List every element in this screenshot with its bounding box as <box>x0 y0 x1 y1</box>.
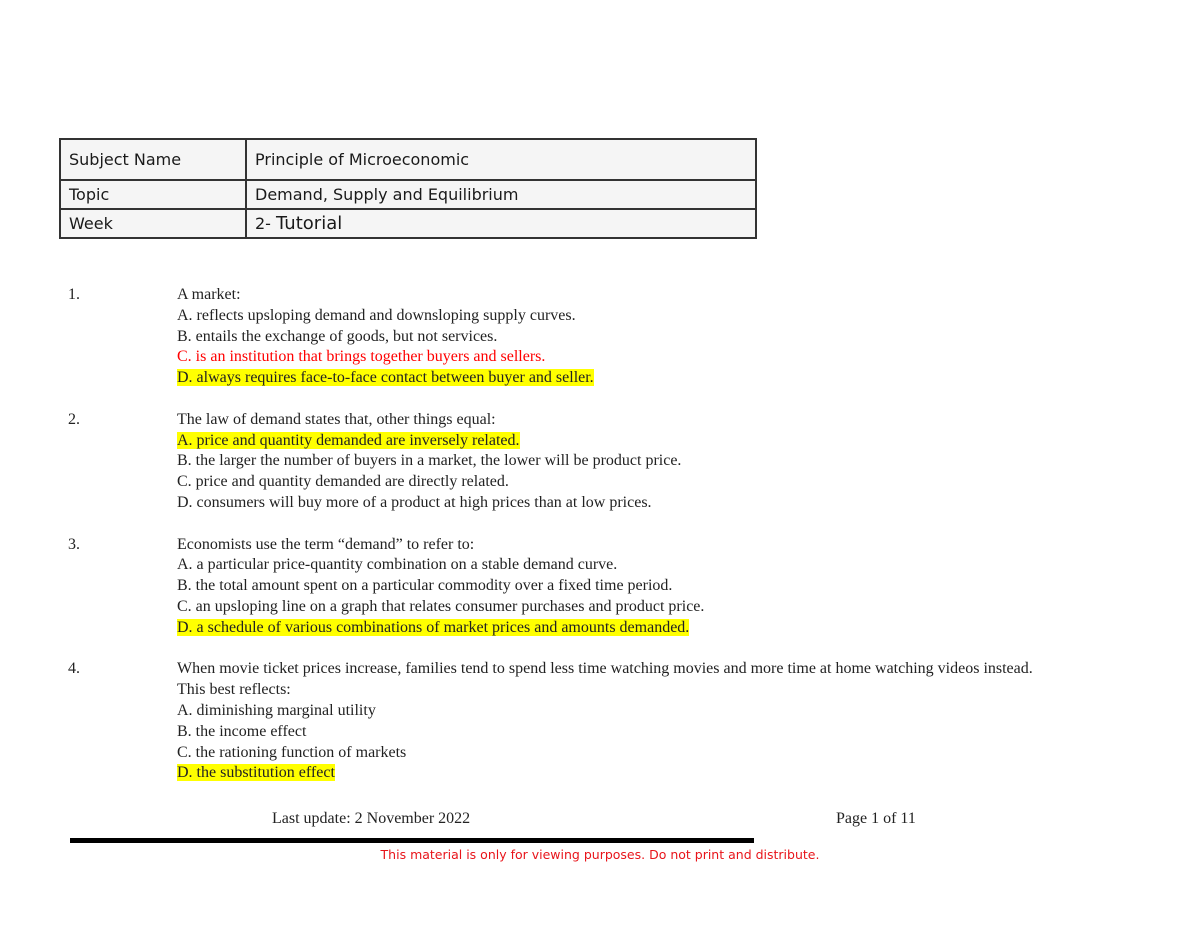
answer-option-row <box>177 618 1200 639</box>
answer-option-row <box>177 555 1200 576</box>
answer-option: C. an upsloping line on a graph that relates consumer purchases and product price. <box>177 597 705 615</box>
question-body <box>177 659 1200 784</box>
question-stem: Economists use the term “demand” to refer to: <box>177 535 475 553</box>
question-4 <box>0 659 1200 784</box>
answer-option: A. diminishing marginal utility <box>177 701 376 719</box>
answer-option-row <box>177 493 1200 514</box>
answer-option-row <box>177 576 1200 597</box>
answer-option-row <box>177 743 1200 764</box>
answer-option: C. the rationing function of markets <box>177 743 407 761</box>
last-update: Last update: 2 November 2022 <box>272 810 471 827</box>
question-stem: The law of demand states that, other things equal: <box>177 410 496 428</box>
answer-option: B. the larger the number of buyers in a market, the lower will be product price. <box>177 452 682 470</box>
answer-option-row <box>177 306 1200 327</box>
question-stem: When movie ticket prices increase, families tend to spend less time watching movies and more time at home watching videos instead. <box>177 660 1033 678</box>
question-number: 3. <box>68 535 80 553</box>
answer-option: D. consumers will buy more of a product at high prices than at low prices. <box>177 493 652 511</box>
answer-option: B. entails the exchange of goods, but not services. <box>177 327 498 345</box>
answer-option-row <box>177 368 1200 389</box>
answer-option: B. the total amount spent on a particular commodity over a fixed time period. <box>177 577 673 595</box>
question-list <box>0 285 1200 805</box>
subject-name-label: Subject Name <box>60 139 246 180</box>
highlighted-answer-option: D. the substitution effect <box>177 764 335 782</box>
question-2 <box>0 410 1200 514</box>
question-number: 2. <box>68 410 80 428</box>
question-number: 4. <box>68 660 80 678</box>
footer-divider <box>70 838 754 843</box>
topic-value: Demand, Supply and Equilibrium <box>246 180 756 209</box>
answer-option-row <box>177 347 1200 368</box>
question-number: 1. <box>68 286 80 303</box>
question-body <box>177 285 1200 389</box>
answer-option: B. the income effect <box>177 722 307 740</box>
highlighted-answer-option: D. always requires face-to-face contact between buyer and seller. <box>177 369 594 387</box>
topic-row <box>60 180 756 209</box>
disclaimer-text: This material is only for viewing purposes. Do not print and distribute. <box>380 847 820 862</box>
answer-option-row <box>177 763 1200 784</box>
subject-info-table <box>59 138 757 239</box>
week-value <box>246 209 756 238</box>
answer-option: A. reflects upsloping demand and downsloping supply curves. <box>177 306 576 324</box>
answer-option-row <box>177 451 1200 472</box>
question-body <box>177 410 1200 514</box>
question-stem: A market: <box>177 286 241 303</box>
answer-option-row <box>177 431 1200 452</box>
question-stem: This best reflects: <box>177 681 291 699</box>
subject-name-value: Principle of Microeconomic <box>246 139 756 180</box>
question-1 <box>0 285 1200 389</box>
question-body <box>177 535 1200 639</box>
answer-option: A. a particular price-quantity combination on a stable demand curve. <box>177 556 618 574</box>
topic-label: Topic <box>60 180 246 209</box>
highlighted-answer-option: A. price and quantity demanded are inversely related. <box>177 431 520 449</box>
answer-option-row <box>177 722 1200 743</box>
subject-row <box>60 139 756 180</box>
answer-option-row <box>177 472 1200 493</box>
answer-option-row <box>177 597 1200 618</box>
red-answer-option: C. is an institution that brings together buyers and sellers. <box>177 348 546 366</box>
answer-option-row <box>177 701 1200 722</box>
answer-option-row <box>177 327 1200 348</box>
week-type: Tutorial <box>276 213 343 234</box>
week-label: Week <box>60 209 246 238</box>
page-number: Page 1 of 11 <box>836 810 916 827</box>
answer-option: C. price and quantity demanded are directly related. <box>177 473 509 491</box>
question-3 <box>0 535 1200 639</box>
week-number: 2- <box>255 214 271 233</box>
week-row <box>60 209 756 238</box>
highlighted-answer-option: D. a schedule of various combinations of market prices and amounts demanded. <box>177 618 690 636</box>
